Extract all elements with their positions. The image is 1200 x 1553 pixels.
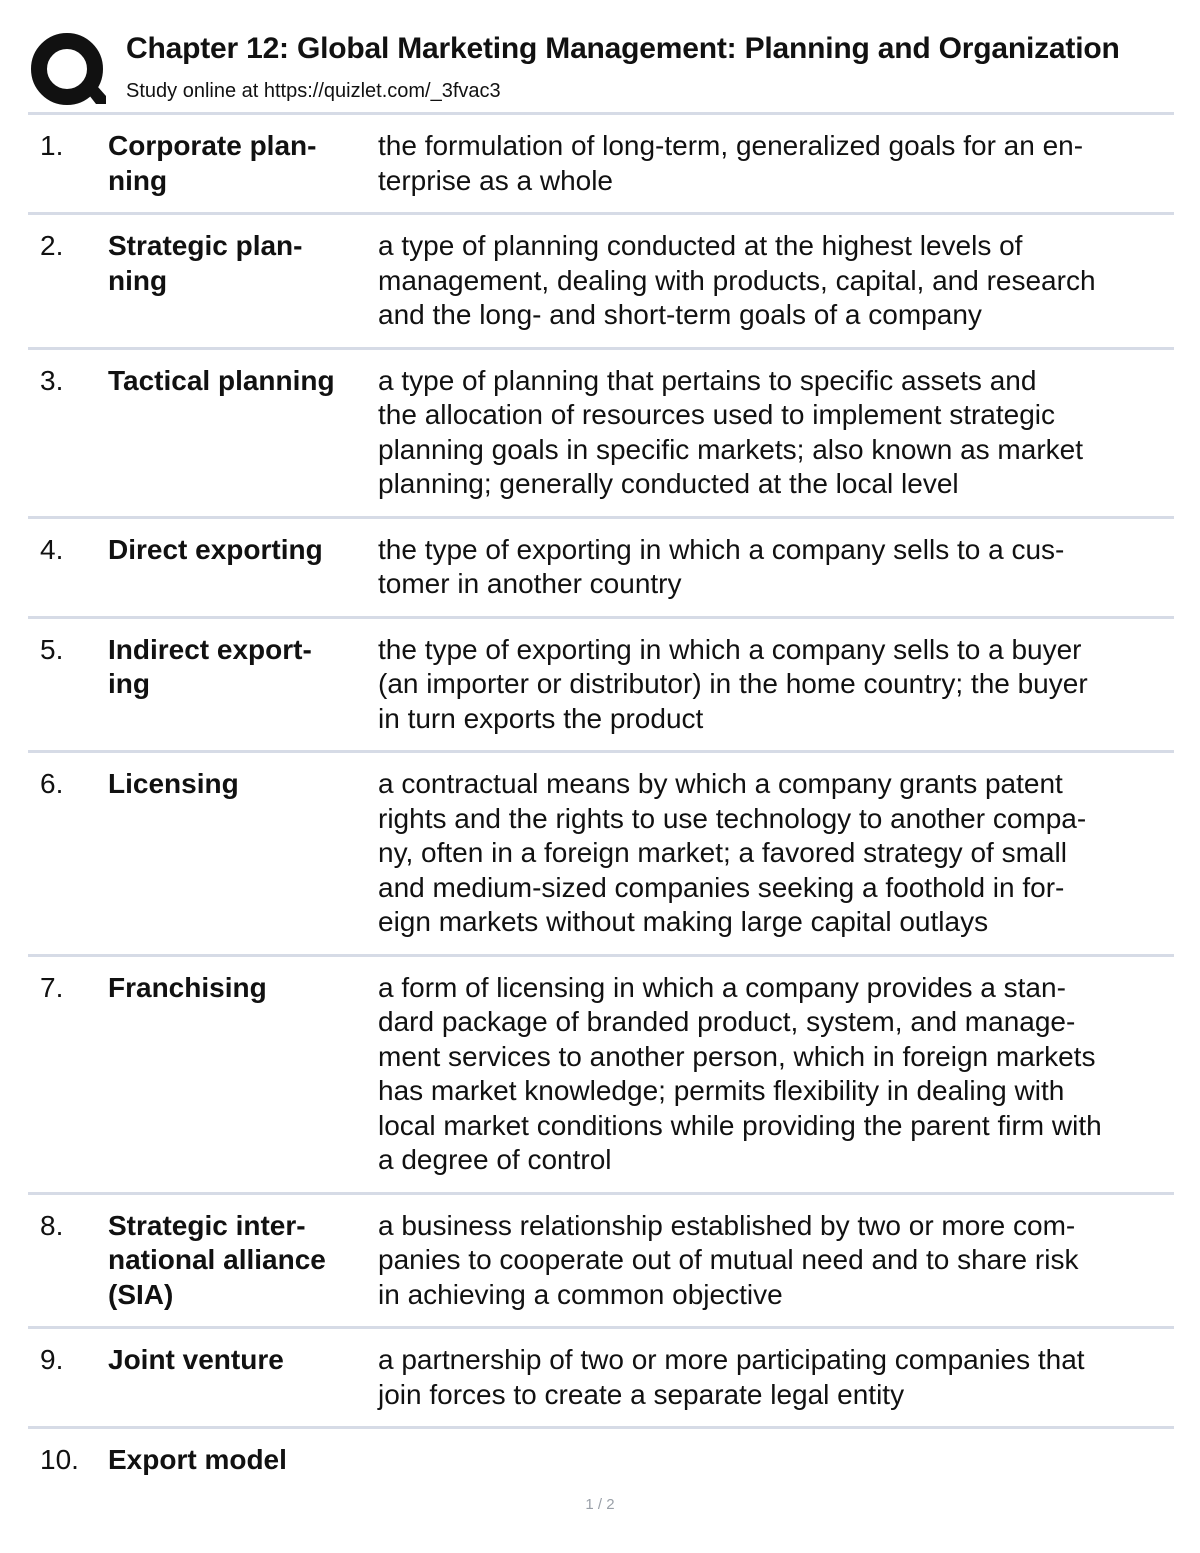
definition-line: panies to cooperate out of mutual need and to share risk <box>378 1244 1079 1275</box>
term-line: Franchising <box>108 971 267 1003</box>
definition-line: a business relationship established by two or more com- <box>378 1209 1076 1241</box>
term-line: ning <box>108 164 168 196</box>
term <box>108 229 378 298</box>
term-line: Tactical planning <box>108 364 335 396</box>
definition-line: a partnership of two or more participating companies that <box>378 1344 1085 1375</box>
definition <box>378 364 1174 502</box>
definition-line: rights and the rights to use technology to another compa- <box>378 802 1087 834</box>
definition-line: a type of planning that pertains to specific assets and <box>378 364 1037 396</box>
term-line: Strategic inter- <box>108 1209 306 1241</box>
definition-line: planning; generally conducted at the local level <box>378 468 959 499</box>
term <box>108 1343 378 1378</box>
definition <box>378 1343 1174 1412</box>
definition-line: tomer in another country <box>378 568 682 599</box>
term <box>108 971 378 1006</box>
item-number: 10. <box>40 1444 79 1475</box>
study-online-link[interactable]: Study online at https://quizlet.com/_3fvac3 <box>126 80 501 102</box>
term-line: Licensing <box>108 768 239 799</box>
definition-line: a form of licensing in which a company provides a stan- <box>378 971 1066 1003</box>
definition-line: has market knowledge; permits flexibility in dealing with <box>378 1075 1065 1106</box>
list-item <box>28 750 1174 954</box>
definition-line: in achieving a common objective <box>378 1278 783 1310</box>
definition-line: planning goals in specific markets; also known as market <box>378 433 1084 465</box>
quizlet-logo-icon <box>30 32 106 108</box>
flashcard-list <box>28 112 1174 1492</box>
page-number: 1 / 2 <box>585 1496 615 1513</box>
definition-line: the type of exporting in which a company sells to a cus- <box>378 533 1065 565</box>
term <box>108 1209 378 1313</box>
list-item <box>28 616 1174 751</box>
term <box>108 129 378 198</box>
term <box>108 767 378 802</box>
term-line: Direct exporting <box>108 533 323 565</box>
list-item <box>28 1326 1174 1426</box>
definition-line: eign markets without making large capital outlays <box>378 906 989 937</box>
term-line: ing <box>108 668 150 699</box>
list-item <box>28 347 1174 516</box>
item-number: 1. <box>40 130 64 161</box>
list-item <box>28 1426 1174 1492</box>
term-line: Export model <box>108 1444 287 1475</box>
definition-line: (an importer or distributor) in the home country; the buyer <box>378 668 1088 699</box>
term <box>108 364 378 399</box>
term-line: Strategic plan- <box>108 230 303 261</box>
list-item <box>28 212 1174 347</box>
item-number: 5. <box>40 633 64 665</box>
page-header <box>30 30 1180 110</box>
definition-line: management, dealing with products, capital, and research <box>378 264 1096 296</box>
definition-line: the type of exporting in which a company sells to a buyer <box>378 633 1082 665</box>
definition <box>378 633 1174 737</box>
definition-line: in turn exports the product <box>378 702 704 734</box>
definition <box>378 971 1174 1178</box>
term-line: national alliance <box>108 1244 326 1275</box>
item-number: 4. <box>40 533 64 565</box>
list-item <box>28 516 1174 616</box>
list-item <box>28 1192 1174 1327</box>
definition-line: a degree of control <box>378 1144 612 1175</box>
item-number: 2. <box>40 230 64 261</box>
definition-line: and the long- and short-term goals of a company <box>378 299 982 330</box>
term-line: Joint venture <box>108 1344 284 1375</box>
definition-line: join forces to create a separate legal entity <box>378 1378 905 1410</box>
item-number: 6. <box>40 768 64 799</box>
page-title: Chapter 12: Global Marketing Management: Planning and Organization <box>126 32 1120 65</box>
definition <box>378 129 1174 198</box>
definition-line: the formulation of long-term, generalized goals for an en- <box>378 130 1084 161</box>
item-number: 8. <box>40 1209 64 1241</box>
term <box>108 1443 378 1478</box>
definition <box>378 229 1174 333</box>
list-item <box>28 954 1174 1192</box>
definition-line: ny, often in a foreign market; a favored strategy of small <box>378 837 1067 868</box>
definition <box>378 767 1174 940</box>
definition-line: the allocation of resources used to implement strategic <box>378 399 1056 430</box>
list-item <box>28 112 1174 212</box>
term <box>108 633 378 702</box>
term-line: ning <box>108 264 168 296</box>
term-line: Indirect export- <box>108 633 312 665</box>
term-line: Corporate plan- <box>108 130 317 161</box>
item-number: 3. <box>40 364 64 396</box>
definition-line: local market conditions while providing the parent firm with <box>378 1109 1102 1141</box>
definition-line: and medium-sized companies seeking a foothold in for- <box>378 871 1065 903</box>
item-number: 7. <box>40 971 64 1003</box>
definition-line: a type of planning conducted at the highest levels of <box>378 230 1023 261</box>
term-line: (SIA) <box>108 1278 174 1310</box>
definition-line: dard package of branded product, system, and manage- <box>378 1006 1076 1037</box>
definition <box>378 1209 1174 1313</box>
definition-line: ment services to another person, which in foreign markets <box>378 1040 1096 1072</box>
item-number: 9. <box>40 1344 64 1375</box>
definition-line: terprise as a whole <box>378 164 614 196</box>
definition <box>378 533 1174 602</box>
term <box>108 533 378 568</box>
definition-line: a contractual means by which a company grants patent <box>378 768 1063 799</box>
